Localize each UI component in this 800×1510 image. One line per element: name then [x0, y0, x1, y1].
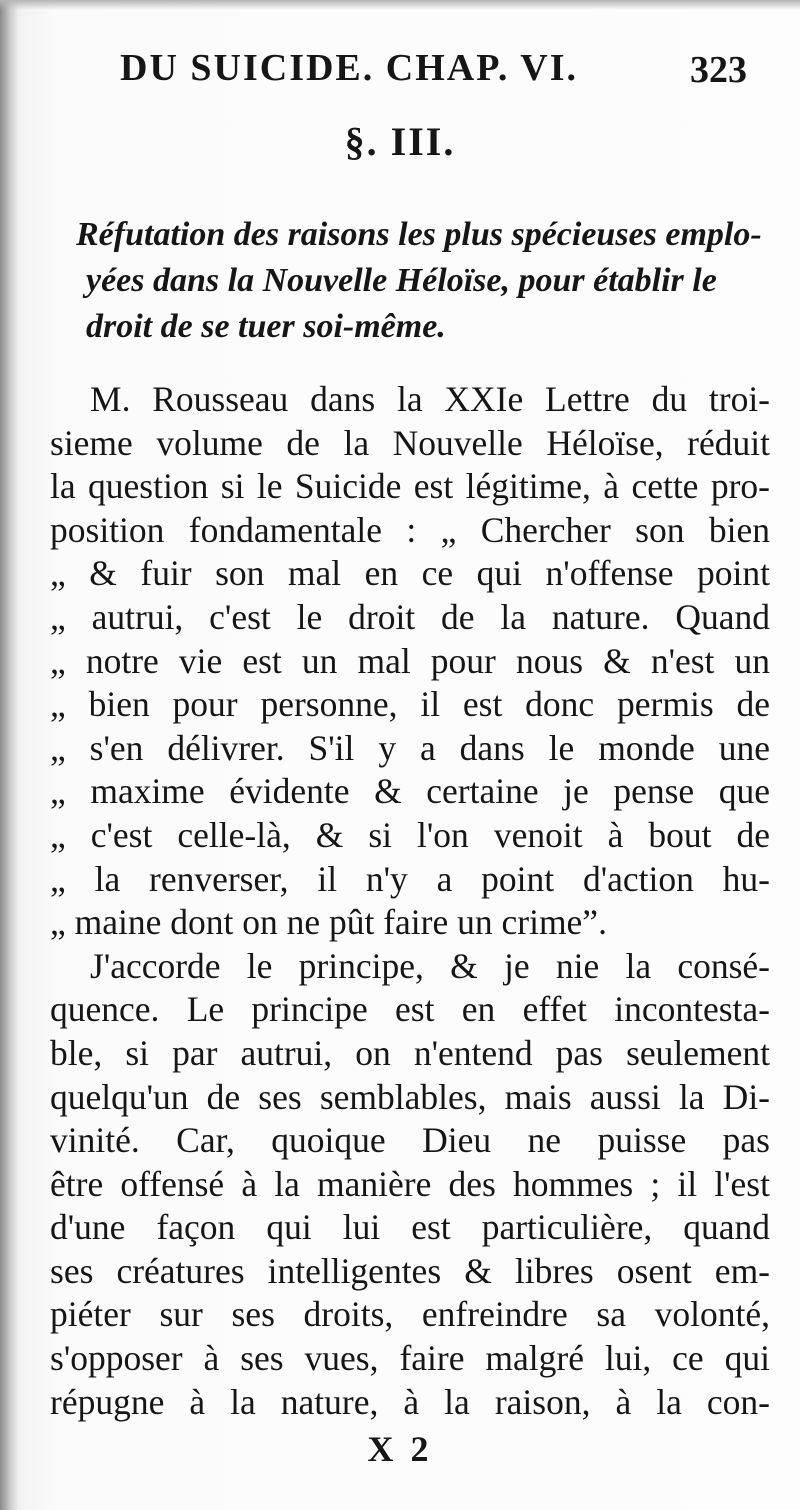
- subtitle-line: yées dans la Nouvelle Héloïse, pour établir le: [86, 262, 717, 299]
- text-line: quelqu'un de ses semblables, mais aussi la Di-: [50, 1076, 770, 1117]
- text-line: „ maine dont on ne pût faire un crime”.: [50, 902, 607, 943]
- text-line: ble, si par autrui, on n'entend pas seulement: [50, 1032, 770, 1073]
- text-line: piéter sur ses droits, enfreindre sa volonté,: [50, 1294, 770, 1335]
- printer-signature: X 2: [367, 1429, 433, 1469]
- text-line: être offensé à la manière des hommes ; il l'est: [50, 1163, 770, 1204]
- text-line: „ la renverser, il n'y a point d'action hu-: [50, 858, 770, 899]
- scan-shadow-left: [0, 0, 18, 1510]
- text-line: sieme volume de la Nouvelle Héloïse, réduit: [50, 422, 770, 463]
- running-head: DU SUICIDE. CHAP. VI.: [120, 47, 578, 89]
- text-line: „ c'est celle-là, & si l'on venoit à bout de: [50, 814, 770, 855]
- text-line: M. Rousseau dans la XXIe Lettre du troi-: [90, 379, 770, 419]
- text-line: „ autrui, c'est le droit de la nature. Quand: [50, 596, 770, 637]
- text-line: d'une façon qui lui est particulière, quand: [50, 1207, 770, 1248]
- subtitle-line: droit de se tuer soi-même.: [86, 308, 446, 345]
- text-line: position fondamentale : „ Chercher son bien: [50, 509, 770, 550]
- text-line: „ maxime évidente & certaine je pense que: [50, 771, 770, 812]
- page-number: 323: [690, 49, 747, 91]
- text-line: J'accorde le principe, & je nie la consé-: [90, 945, 770, 986]
- text-line: vinité. Car, quoique Dieu ne puisse pas: [50, 1120, 770, 1161]
- section-subtitle: [76, 212, 762, 350]
- text-line: „ notre vie est un mal pour nous & n'est un: [50, 640, 770, 681]
- subtitle-line: Réfutation des raisons les plus spécieuses emplo-: [76, 216, 762, 253]
- scan-shadow-top: [0, 0, 800, 10]
- body-text: [50, 378, 770, 1424]
- text-line: la question si le Suicide est légitime, à cette pro-: [50, 466, 770, 507]
- text-line: ses créatures intelligentes & libres osent em-: [50, 1250, 770, 1291]
- text-line: répugne à la nature, à la raison, à la con-: [50, 1381, 770, 1422]
- page-header: [0, 38, 800, 98]
- text-line: „ s'en délivrer. S'il y a dans le monde une: [50, 727, 770, 768]
- text-line: „ & fuir son mal en ce qui n'offense point: [50, 553, 770, 594]
- text-line: s'opposer à ses vues, faire malgré lui, ce qui: [50, 1338, 770, 1379]
- text-line: quence. Le principe est en effet incontesta-: [50, 989, 770, 1030]
- text-line: „ bien pour personne, il est donc permis de: [50, 684, 770, 725]
- section-title: §. III.: [344, 119, 456, 164]
